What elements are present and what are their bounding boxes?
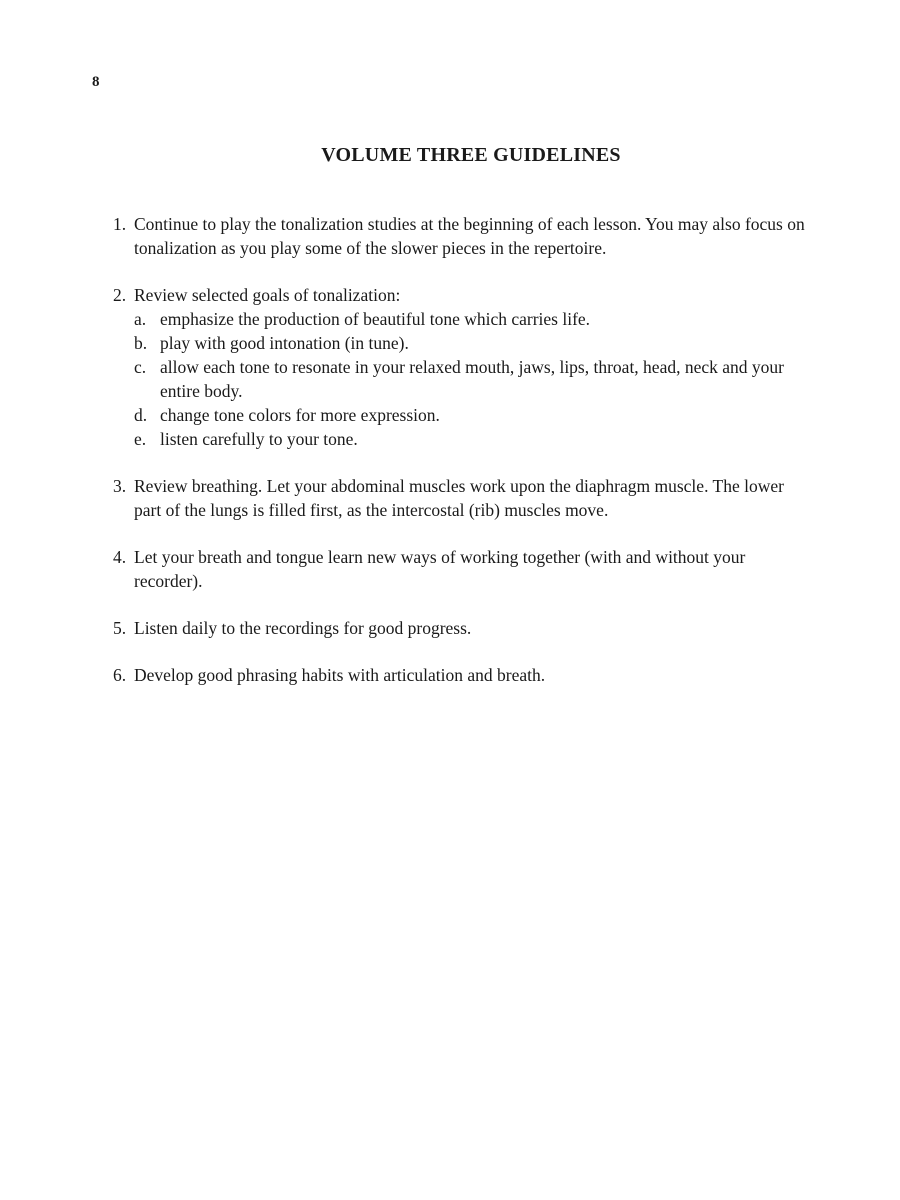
item-text: Review breathing. Let your abdominal muscles work upon the diaphragm muscle. The lower part of the lungs is filled first, as the intercostal (rib) muscles move. [134,476,784,520]
item-number: 3. [113,476,127,496]
item-body [134,283,813,451]
item-text: Continue to play the tonalization studies at the beginning of each lesson. You may also focus on tonalization as you play some of the slower pieces in the repertoire. [134,214,805,258]
item-text: Let your breath and tongue learn new ways of working together (with and without your recorder). [134,547,746,591]
subitem-b [134,331,813,355]
subitem-a [134,307,813,331]
subitem-letter: c. [134,357,147,377]
subitem-list [134,307,813,451]
subitem-letter: e. [134,429,147,449]
subitem-c [134,355,813,403]
subitem-letter: d. [134,405,148,425]
subitem-letter: a. [134,309,147,329]
guideline-item-6 [113,663,813,687]
guideline-item-4 [113,545,813,593]
item-text: Review selected goals of tonalization: [134,285,401,305]
item-text: Develop good phrasing habits with articulation and breath. [134,665,546,685]
item-number: 1. [113,214,127,234]
item-number: 2. [113,285,127,305]
subitem-text: listen carefully to your tone. [160,429,358,449]
subitem-text: play with good intonation (in tune). [160,333,409,353]
guidelines-list [113,212,813,710]
guideline-item-1 [113,212,813,260]
guideline-item-5 [113,616,813,640]
subitem-d [134,403,813,427]
page-title: VOLUME THREE GUIDELINES [321,144,621,166]
page-number: 8 [92,74,100,90]
guideline-item-3 [113,474,813,522]
subitem-text: emphasize the production of beautiful tone which carries life. [160,309,591,329]
item-number: 6. [113,665,127,685]
guideline-item-2 [113,283,813,451]
item-number: 5. [113,618,127,638]
subitem-text: change tone colors for more expression. [160,405,440,425]
item-text: Listen daily to the recordings for good progress. [134,618,472,638]
item-number: 4. [113,547,127,567]
subitem-e [134,427,813,451]
subitem-letter: b. [134,333,148,353]
subitem-text: allow each tone to resonate in your relaxed mouth, jaws, lips, throat, head, neck and your entire body. [160,357,784,401]
